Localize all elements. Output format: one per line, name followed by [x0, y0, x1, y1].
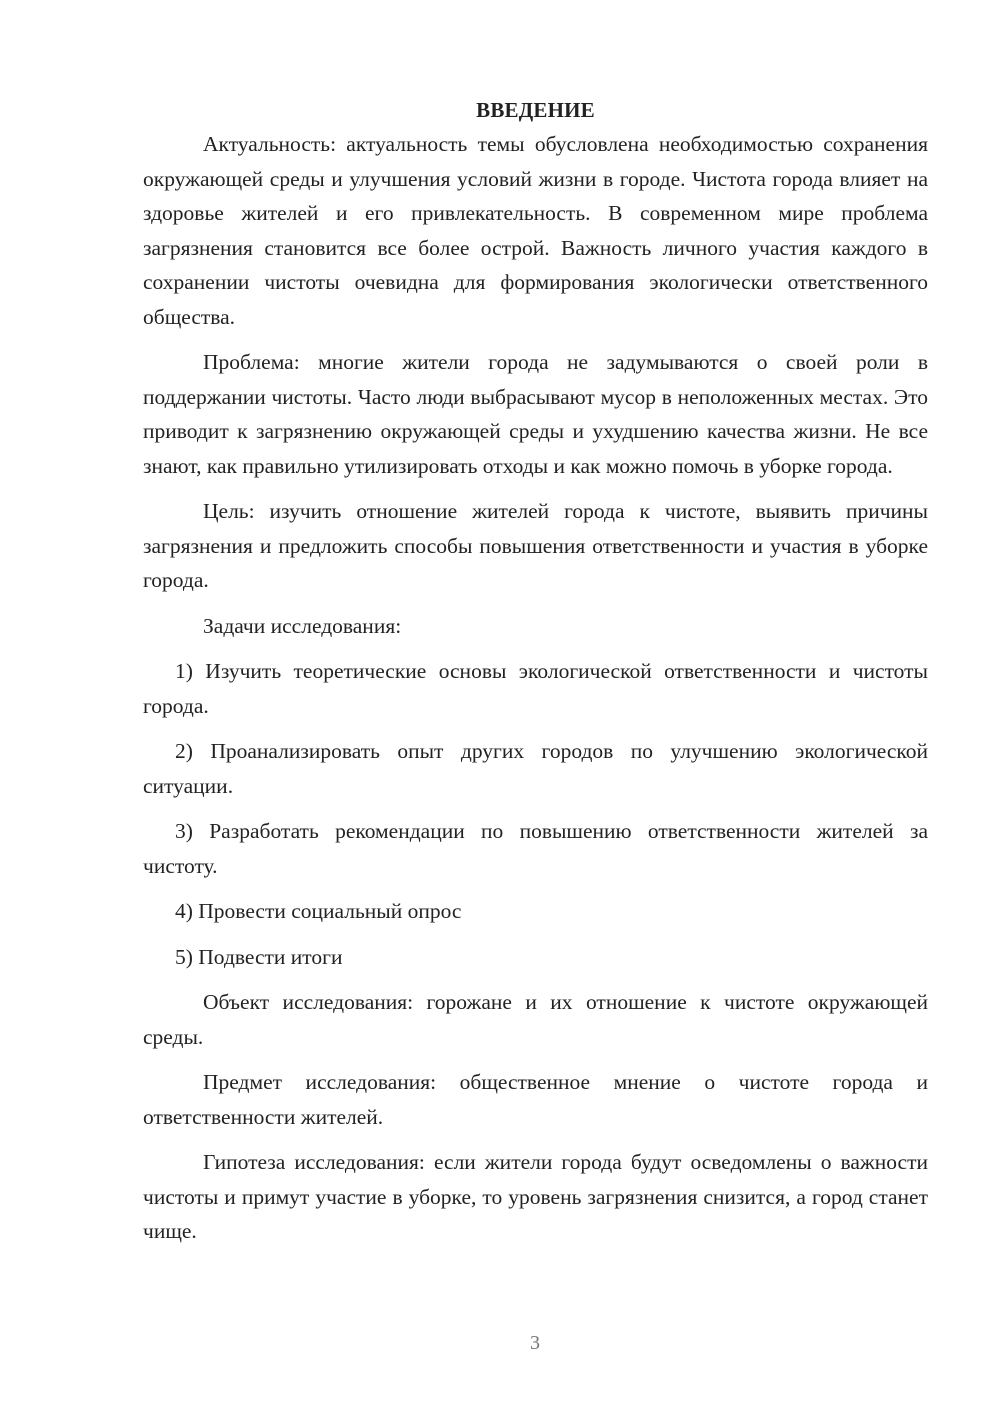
document-page: [143, 95, 928, 1249]
problem-paragraph: Проблема: многие жители города не задумываются о своей роли в поддержании чистоты. Часто люди выбрасывают мусор в неположенных местах. Это приводит к загрязнению окружающей среды и ухудшению качества жизни. Не все знают, как правильно утилизировать отходы и как можно помочь в уборке города.: [143, 350, 928, 478]
task-item-5: 5) Подвести итоги: [175, 944, 343, 969]
task-item-4: 4) Провести социальный опрос: [175, 899, 462, 923]
task-item-3: 3) Разработать рекомендации по повышению ответственности жителей за чистоту.: [143, 819, 928, 878]
task-item-2: 2) Проанализировать опыт других городов по улучшению экологической ситуации.: [143, 739, 928, 798]
object-paragraph: Объект исследования: горожане и их отношение к чистоте окружающей среды.: [143, 990, 928, 1049]
page-title: ВВЕДЕНИЕ: [476, 98, 595, 122]
task-item-1: 1) Изучить теоретические основы экологической ответственности и чистоты города.: [143, 659, 928, 718]
hypothesis-paragraph: Гипотеза исследования: если жители города будут осведомлены о важности чистоты и примут участие в уборке, то уровень загрязнения снизится, а город станет чище.: [143, 1150, 928, 1243]
goal-paragraph: Цель: изучить отношение жителей города к чистоте, выявить причины загрязнения и предложить способы повышения ответственности и участия в уборке города.: [143, 499, 928, 592]
page-number: 3: [530, 1332, 540, 1354]
tasks-heading: Задачи исследования:: [203, 613, 402, 638]
relevance-paragraph: Актуальность: актуальность темы обусловлена необходимостью сохранения окружающей среды и улучшения условий жизни в городе. Чистота города влияет на здоровье жителей и его привлекательность. В современном мире проблема загрязнения становится все более острой. Важность личного участия каждого в сохранении чистоты очевидна для формирования экологически ответственного общества.: [143, 132, 928, 329]
subject-paragraph: Предмет исследования: общественное мнение о чистоте города и ответственности жителей.: [143, 1070, 928, 1129]
